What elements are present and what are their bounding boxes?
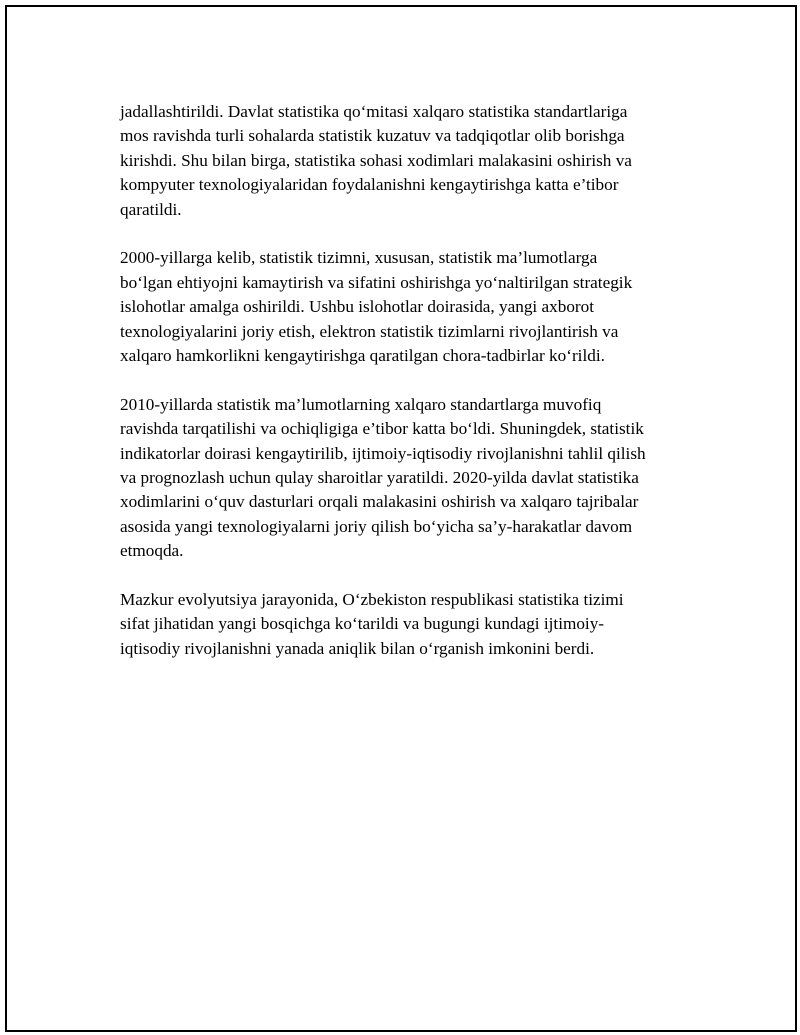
document-page — [5, 5, 797, 1032]
paragraph-4: Mazkur evolyutsiya jarayonida, O‘zbekiston respublikasi statistika tizimi sifat jihatidan yangi bosqichga ko‘tarildi va bugungi kundagi ijtimoiy- iqtisodiy rivojlanishni yanada aniqlik bilan o‘rganish imkonini berdi. — [120, 590, 624, 658]
document-body — [120, 100, 710, 686]
paragraph-1: jadallashtirildi. Davlat statistika qo‘mitasi xalqaro statistika standartlariga mos ravishda turli sohalarda statistik kuzatuv va tadqiqotlar olib borishga kirishdi. Shu bilan birga, statistika sohasi xodimlari malakasini oshirish va kompyuter texnologiyalaridan foydalanishni kengaytirishga katta e’tibor qaratildi. — [120, 102, 632, 219]
paragraph-2: 2000-yillarga kelib, statistik tizimni, xususan, statistik ma’lumotlarga bo‘lgan ehtiyojni kamaytirish va sifatini oshirishga yo‘naltirilgan strategik islohotlar amalga oshirildi. Ushbu islohotlar doirasida, yangi axborot texnologiyalarini joriy etish, elektron statistik tizimlarni rivojlantirish va xalqaro hamkorlikni kengaytirishga qaratilgan chora-tadbirlar ko‘rildi. — [120, 248, 633, 366]
paragraph-3: 2010-yillarda statistik ma’lumotlarning xalqaro standartlarga muvofiq ravishda tarqatilishi va ochiqligiga e’tibor katta bo‘ldi. Shuningdek, statistik indikatorlar doirasi kengaytirilib, ijtimoiy-iqtisodiy rivojlanishni tahlil qilish va prognozlash uchun qulay sharoitlar yaratildi. 2020-yilda davlat statistika xodimlarini o‘quv dasturlari orqali malakasini oshirish va xalqaro tajribalar asosida yangi texnologiyalarni joriy qilish bo‘yicha sa’y-harakatlar davom etmoqda. — [120, 394, 646, 561]
